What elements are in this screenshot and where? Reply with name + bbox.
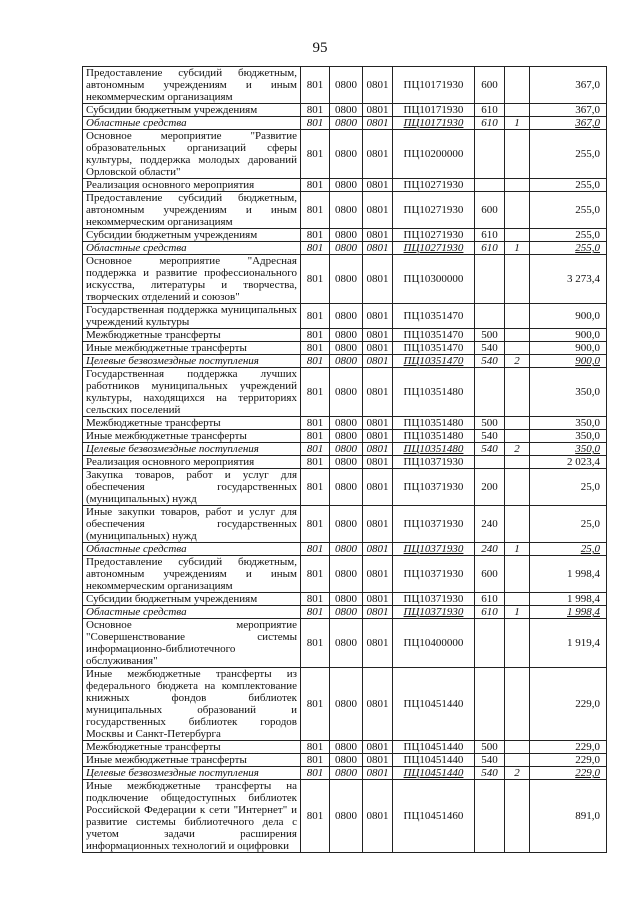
table-row [83,506,607,543]
row-name: Иные межбюджетные трансферты на подключение общедоступных библиотек Российской Федерации к сети "Интернет" и развитие системы библиотечного дела с учетом задачи расширения информационных технологий и оцифровки [83,780,301,853]
row-name: Целевые безвозмездные поступления [83,443,301,456]
row-section-code: 0800 [330,104,363,117]
row-ved-code: 801 [301,430,330,443]
row-ved-code: 801 [301,192,330,229]
row-expense-type: 200 [475,469,505,506]
row-section-code: 0800 [330,606,363,619]
table-row [83,117,607,130]
row-expense-type: 610 [475,242,505,255]
row-subsection-code: 0801 [363,619,393,668]
row-subsection-code: 0801 [363,117,393,130]
row-amount: 255,0 [530,242,607,255]
row-ved-code: 801 [301,754,330,767]
row-amount: 367,0 [530,67,607,104]
row-source-code: 2 [505,767,530,780]
row-amount: 900,0 [530,342,607,355]
row-ved-code: 801 [301,741,330,754]
row-section-code: 0800 [330,430,363,443]
row-subsection-code: 0801 [363,456,393,469]
row-source-code [505,104,530,117]
row-source-code: 1 [505,242,530,255]
budget-table [82,66,607,853]
row-name: Иные межбюджетные трансферты [83,430,301,443]
row-subsection-code: 0801 [363,229,393,242]
row-subsection-code: 0801 [363,593,393,606]
row-section-code: 0800 [330,229,363,242]
row-name: Областные средства [83,242,301,255]
row-source-code [505,469,530,506]
row-ved-code: 801 [301,469,330,506]
row-amount: 25,0 [530,506,607,543]
row-target-article: ПЦ10351470 [393,304,475,329]
row-source-code [505,754,530,767]
row-subsection-code: 0801 [363,741,393,754]
row-section-code: 0800 [330,117,363,130]
row-subsection-code: 0801 [363,417,393,430]
row-expense-type: 600 [475,192,505,229]
row-section-code: 0800 [330,417,363,430]
row-amount: 350,0 [530,417,607,430]
row-ved-code: 801 [301,417,330,430]
row-source-code [505,619,530,668]
row-ved-code: 801 [301,342,330,355]
row-expense-type [475,456,505,469]
row-target-article: ПЦ10171930 [393,104,475,117]
row-ved-code: 801 [301,543,330,556]
row-subsection-code: 0801 [363,430,393,443]
row-source-code [505,456,530,469]
row-amount: 900,0 [530,304,607,329]
row-target-article: ПЦ10351470 [393,355,475,368]
row-subsection-code: 0801 [363,443,393,456]
row-ved-code: 801 [301,179,330,192]
row-source-code [505,304,530,329]
row-name: Областные средства [83,117,301,130]
row-amount: 1 998,4 [530,606,607,619]
row-section-code: 0800 [330,593,363,606]
row-source-code [505,329,530,342]
row-name: Областные средства [83,606,301,619]
table-row [83,619,607,668]
row-ved-code: 801 [301,780,330,853]
row-expense-type: 500 [475,329,505,342]
row-section-code: 0800 [330,304,363,329]
row-section-code: 0800 [330,355,363,368]
table-row [83,456,607,469]
row-ved-code: 801 [301,242,330,255]
row-amount: 25,0 [530,469,607,506]
row-expense-type: 600 [475,67,505,104]
row-target-article: ПЦ10371930 [393,506,475,543]
row-expense-type: 540 [475,430,505,443]
row-subsection-code: 0801 [363,780,393,853]
row-expense-type [475,179,505,192]
row-amount: 367,0 [530,104,607,117]
row-section-code: 0800 [330,342,363,355]
row-name: Государственная поддержка лучших работников муниципальных учреждений культуры, находящихся на территориях сельских поселений [83,368,301,417]
row-amount: 255,0 [530,179,607,192]
row-ved-code: 801 [301,255,330,304]
row-amount: 350,0 [530,368,607,417]
row-ved-code: 801 [301,668,330,741]
row-target-article: ПЦ10351480 [393,430,475,443]
row-name: Основное мероприятие "Адресная поддержка и развитие профессионального искусства, литературы и творчества, творческих отделений и союзов" [83,255,301,304]
row-subsection-code: 0801 [363,543,393,556]
row-expense-type: 540 [475,355,505,368]
row-amount: 1 998,4 [530,556,607,593]
row-expense-type: 610 [475,104,505,117]
row-ved-code: 801 [301,593,330,606]
row-ved-code: 801 [301,619,330,668]
row-subsection-code: 0801 [363,469,393,506]
row-section-code: 0800 [330,506,363,543]
row-name: Целевые безвозмездные поступления [83,767,301,780]
row-name: Государственная поддержка муниципальных учреждений культуры [83,304,301,329]
row-ved-code: 801 [301,767,330,780]
row-amount: 229,0 [530,668,607,741]
row-section-code: 0800 [330,192,363,229]
row-subsection-code: 0801 [363,754,393,767]
table-row [83,593,607,606]
row-target-article: ПЦ10271930 [393,179,475,192]
table-row [83,443,607,456]
table-row [83,556,607,593]
row-amount: 367,0 [530,117,607,130]
row-section-code: 0800 [330,668,363,741]
row-section-code: 0800 [330,754,363,767]
row-name: Межбюджетные трансферты [83,741,301,754]
table-row [83,67,607,104]
row-target-article: ПЦ10200000 [393,130,475,179]
row-subsection-code: 0801 [363,255,393,304]
row-ved-code: 801 [301,456,330,469]
row-ved-code: 801 [301,443,330,456]
row-subsection-code: 0801 [363,304,393,329]
row-target-article: ПЦ10451460 [393,780,475,853]
row-subsection-code: 0801 [363,329,393,342]
table-row [83,368,607,417]
row-ved-code: 801 [301,506,330,543]
row-amount: 25,0 [530,543,607,556]
row-ved-code: 801 [301,556,330,593]
row-expense-type: 240 [475,543,505,556]
row-expense-type: 540 [475,342,505,355]
row-amount: 350,0 [530,443,607,456]
row-target-article: ПЦ10371930 [393,593,475,606]
row-section-code: 0800 [330,255,363,304]
row-target-article: ПЦ10351480 [393,417,475,430]
table-row [83,668,607,741]
row-section-code: 0800 [330,179,363,192]
row-ved-code: 801 [301,229,330,242]
row-subsection-code: 0801 [363,342,393,355]
row-subsection-code: 0801 [363,606,393,619]
row-name: Субсидии бюджетным учреждениям [83,593,301,606]
row-source-code [505,67,530,104]
row-amount: 350,0 [530,430,607,443]
row-source-code [505,780,530,853]
table-row [83,543,607,556]
row-section-code: 0800 [330,130,363,179]
row-expense-type: 610 [475,593,505,606]
row-source-code [505,593,530,606]
row-name: Предоставление субсидий бюджетным, автономным учреждениям и иным некоммерческим организациям [83,556,301,593]
row-source-code [505,668,530,741]
row-name: Предоставление субсидий бюджетным, автономным учреждениям и иным некоммерческим организациям [83,67,301,104]
table-row [83,179,607,192]
row-expense-type [475,130,505,179]
row-expense-type [475,304,505,329]
row-amount: 229,0 [530,767,607,780]
row-amount: 900,0 [530,355,607,368]
row-section-code: 0800 [330,741,363,754]
row-name: Иные закупки товаров, работ и услуг для обеспечения государственных (муниципальных) нужд [83,506,301,543]
row-expense-type [475,668,505,741]
row-ved-code: 801 [301,104,330,117]
row-name: Субсидии бюджетным учреждениям [83,229,301,242]
row-expense-type: 610 [475,117,505,130]
page-number: 95 [312,40,328,56]
row-ved-code: 801 [301,117,330,130]
row-subsection-code: 0801 [363,67,393,104]
row-source-code [505,229,530,242]
row-source-code [505,417,530,430]
row-expense-type [475,255,505,304]
row-source-code [505,741,530,754]
row-amount: 900,0 [530,329,607,342]
row-target-article: ПЦ10371930 [393,543,475,556]
row-source-code: 2 [505,443,530,456]
table-row [83,767,607,780]
row-target-article: ПЦ10371930 [393,456,475,469]
row-source-code [505,130,530,179]
row-source-code [505,430,530,443]
row-source-code: 1 [505,117,530,130]
row-amount: 255,0 [530,229,607,242]
table-row [83,754,607,767]
row-section-code: 0800 [330,67,363,104]
table-row [83,304,607,329]
row-name: Иные межбюджетные трансферты из федерального бюджета на комплектование книжных фондов библиотек муниципальных образований и государственных библиотек городов Москвы и Санкт-Петербурга [83,668,301,741]
row-expense-type: 540 [475,767,505,780]
row-section-code: 0800 [330,469,363,506]
row-target-article: ПЦ10271930 [393,192,475,229]
row-ved-code: 801 [301,329,330,342]
table-row [83,780,607,853]
row-ved-code: 801 [301,355,330,368]
row-expense-type [475,780,505,853]
row-subsection-code: 0801 [363,767,393,780]
row-section-code: 0800 [330,767,363,780]
table-row [83,192,607,229]
table-row [83,741,607,754]
row-subsection-code: 0801 [363,130,393,179]
table-row [83,355,607,368]
row-name: Межбюджетные трансферты [83,329,301,342]
row-subsection-code: 0801 [363,506,393,543]
row-amount: 891,0 [530,780,607,853]
row-target-article: ПЦ10271930 [393,229,475,242]
row-section-code: 0800 [330,242,363,255]
table-row [83,469,607,506]
row-expense-type [475,368,505,417]
row-name: Иные межбюджетные трансферты [83,342,301,355]
row-section-code: 0800 [330,443,363,456]
row-source-code: 2 [505,355,530,368]
row-name: Предоставление субсидий бюджетным, автономным учреждениям и иным некоммерческим организациям [83,192,301,229]
row-target-article: ПЦ10351480 [393,368,475,417]
row-subsection-code: 0801 [363,242,393,255]
row-source-code: 1 [505,543,530,556]
row-subsection-code: 0801 [363,556,393,593]
row-subsection-code: 0801 [363,192,393,229]
row-target-article: ПЦ10300000 [393,255,475,304]
row-subsection-code: 0801 [363,668,393,741]
row-target-article: ПЦ10400000 [393,619,475,668]
row-target-article: ПЦ10171930 [393,117,475,130]
row-ved-code: 801 [301,304,330,329]
row-ved-code: 801 [301,130,330,179]
row-amount: 255,0 [530,192,607,229]
row-section-code: 0800 [330,368,363,417]
table-row [83,329,607,342]
row-name: Основное мероприятие "Развитие образовательных организаций сферы культуры, поддержка молодых дарований Орловской области" [83,130,301,179]
row-amount: 1 998,4 [530,593,607,606]
row-target-article: ПЦ10171930 [393,67,475,104]
row-target-article: ПЦ10351470 [393,329,475,342]
row-amount: 1 919,4 [530,619,607,668]
row-target-article: ПЦ10351470 [393,342,475,355]
budget-table-body [83,67,607,853]
row-expense-type: 610 [475,229,505,242]
row-name: Реализация основного мероприятия [83,179,301,192]
row-amount: 255,0 [530,130,607,179]
row-expense-type: 540 [475,443,505,456]
row-target-article: ПЦ10351480 [393,443,475,456]
table-row [83,417,607,430]
row-source-code [505,506,530,543]
row-target-article: ПЦ10371930 [393,606,475,619]
row-expense-type [475,619,505,668]
row-source-code [505,192,530,229]
row-expense-type: 500 [475,741,505,754]
row-subsection-code: 0801 [363,368,393,417]
row-amount: 2 023,4 [530,456,607,469]
row-source-code [505,255,530,304]
row-ved-code: 801 [301,67,330,104]
row-section-code: 0800 [330,780,363,853]
row-target-article: ПЦ10271930 [393,242,475,255]
table-row [83,606,607,619]
row-expense-type: 600 [475,556,505,593]
row-name: Реализация основного мероприятия [83,456,301,469]
row-target-article: ПЦ10451440 [393,741,475,754]
row-name: Областные средства [83,543,301,556]
row-amount: 229,0 [530,741,607,754]
table-row [83,342,607,355]
row-source-code [505,179,530,192]
row-name: Целевые безвозмездные поступления [83,355,301,368]
row-section-code: 0800 [330,619,363,668]
row-target-article: ПЦ10451440 [393,767,475,780]
row-section-code: 0800 [330,543,363,556]
row-name: Субсидии бюджетным учреждениям [83,104,301,117]
row-target-article: ПЦ10451440 [393,754,475,767]
row-name: Иные межбюджетные трансферты [83,754,301,767]
table-row [83,229,607,242]
row-section-code: 0800 [330,456,363,469]
row-target-article: ПЦ10451440 [393,668,475,741]
row-target-article: ПЦ10371930 [393,556,475,593]
row-target-article: ПЦ10371930 [393,469,475,506]
row-expense-type: 540 [475,754,505,767]
row-source-code [505,556,530,593]
row-ved-code: 801 [301,606,330,619]
row-subsection-code: 0801 [363,104,393,117]
table-row [83,242,607,255]
row-source-code: 1 [505,606,530,619]
row-source-code [505,368,530,417]
row-subsection-code: 0801 [363,179,393,192]
row-name: Основное мероприятие "Совершенствование системы информационно-библиотечного обслуживания" [83,619,301,668]
row-subsection-code: 0801 [363,355,393,368]
row-expense-type: 610 [475,606,505,619]
row-amount: 229,0 [530,754,607,767]
row-ved-code: 801 [301,368,330,417]
row-source-code [505,342,530,355]
row-expense-type: 500 [475,417,505,430]
table-row [83,130,607,179]
row-section-code: 0800 [330,556,363,593]
row-name: Межбюджетные трансферты [83,417,301,430]
table-row [83,255,607,304]
table-row [83,104,607,117]
row-section-code: 0800 [330,329,363,342]
row-name: Закупка товаров, работ и услуг для обеспечения государственных (муниципальных) нужд [83,469,301,506]
row-expense-type: 240 [475,506,505,543]
table-row [83,430,607,443]
row-amount: 3 273,4 [530,255,607,304]
